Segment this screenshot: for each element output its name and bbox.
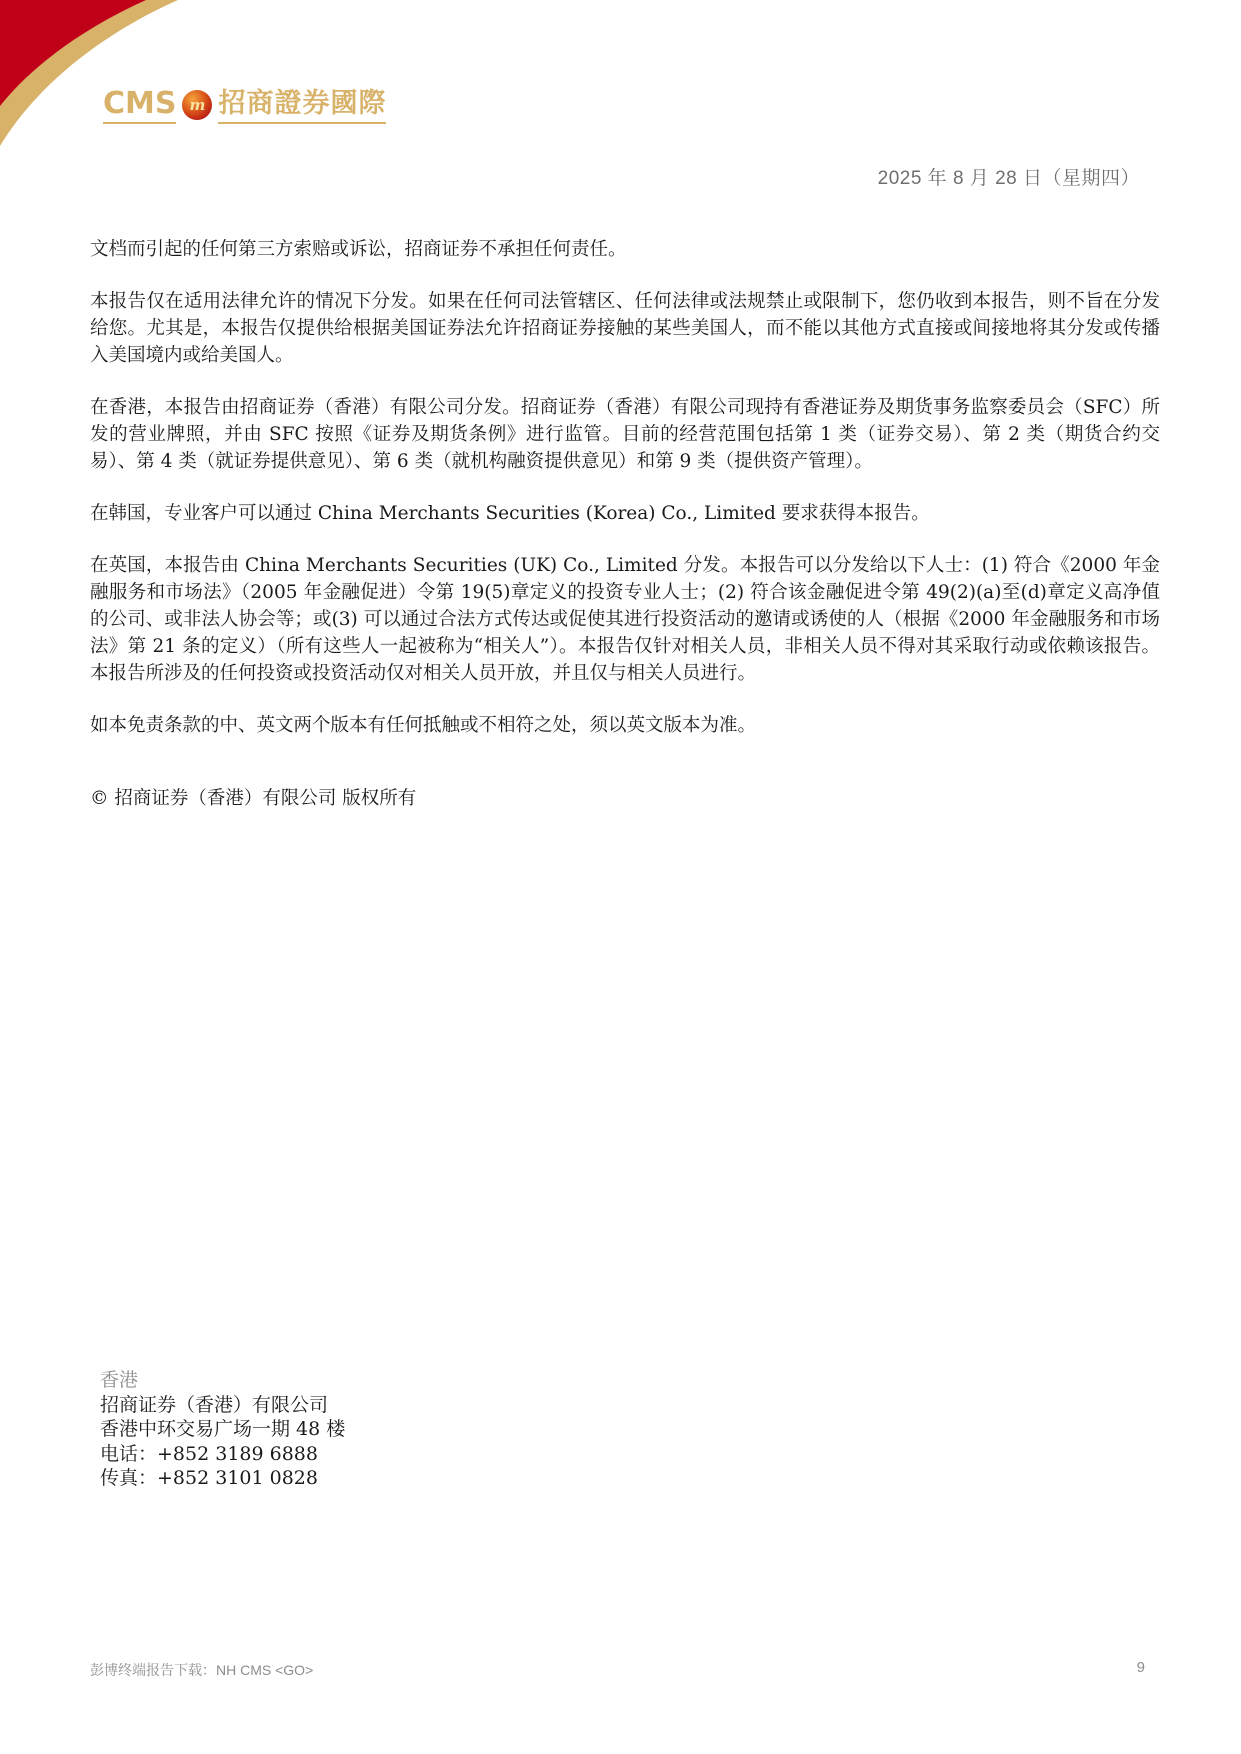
- paragraph-language-precedence: 如本免责条款的中、英文两个版本有任何抵触或不相符之处，须以英文版本为准。: [90, 715, 757, 736]
- contact-address-block: [100, 1368, 345, 1491]
- header-swoosh-decoration: [0, 0, 260, 160]
- address-fax: 传真：+852 3101 0828: [100, 1467, 318, 1489]
- address-location: 香港中环交易广场一期 48 楼: [100, 1418, 346, 1440]
- disclaimer-body: [90, 236, 1160, 812]
- page-number: 9: [1136, 1659, 1145, 1676]
- paragraph-hong-kong: 在香港，本报告由招商证券（香港）有限公司分发。招商证券（香港）有限公司现持有香港证券及期货事务监察委员会（SFC）所发的营业牌照，并由 SFC 按照《证券及期货条例》进行监管。目前的经营范围包括第 1 类（证券交易）、第 2 类（期货合约交易）、第 4 类（就证券提供意见）、第 6 类（就机构融资提供意见）和第 9 类（提供资产管理）。: [90, 397, 1160, 472]
- paragraph-distribution-us: 本报告仅在适用法律允许的情况下分发。如果在任何司法管辖区、任何法律或法规禁止或限制下，您仍收到本报告，则不旨在分发给您。尤其是，本报告仅提供给根据美国证券法允许招商证券接触的某些美国人，而不能以其他方式直接或间接地将其分发或传播入美国境内或给美国人。: [90, 291, 1160, 366]
- address-phone: 电话：+852 3189 6888: [100, 1442, 318, 1465]
- address-company: 招商证券（香港）有限公司: [100, 1393, 329, 1416]
- paragraph-uk: 在英国，本报告由 China Merchants Securities (UK) Co., Limited 分发。本报告可以分发给以下人士：(1) 符合《2000 年金融服务和市场法》（2005 年金融促进）令第 19(5)章定义的投资专业人士；(2) 符合该金融促进令第 49(2)(a)至(d)章定义高净值的公司、或非法人协会等；或(3) 可以通过合法方式传达或促使其进行投资活动的邀请或诱使的人（根据《2000 年金融服务和市场法》第 21 条的定义）（所有这些人一起被称为“相关人”）。本报告仅针对相关人员，非相关人员不得对其采取行动或依赖该报告。本报告所涉及的任何投资或投资活动仅对相关人员开放，并且仅与相关人员进行。: [90, 555, 1160, 684]
- address-region: 香港: [100, 1369, 139, 1391]
- company-logo: [103, 84, 386, 124]
- logo-latin-text: CMS: [103, 87, 176, 124]
- copyright-notice: © 招商证券（香港）有限公司 版权所有: [90, 788, 417, 809]
- report-date: 2025 年 8 月 28 日（星期四）: [877, 168, 1140, 189]
- paragraph-korea: 在韩国，专业客户可以通过 China Merchants Securities (Korea) Co., Limited 要求获得本报告。: [90, 503, 930, 524]
- logo-emblem-icon: m: [182, 90, 212, 120]
- paragraph-liability: 文档而引起的任何第三方索赔或诉讼，招商证券不承担任何责任。: [90, 239, 627, 260]
- logo-chinese-text: 招商證券國際: [218, 87, 386, 124]
- footer-source: 彭博终端报告下载：NH CMS <GO>: [90, 1662, 314, 1678]
